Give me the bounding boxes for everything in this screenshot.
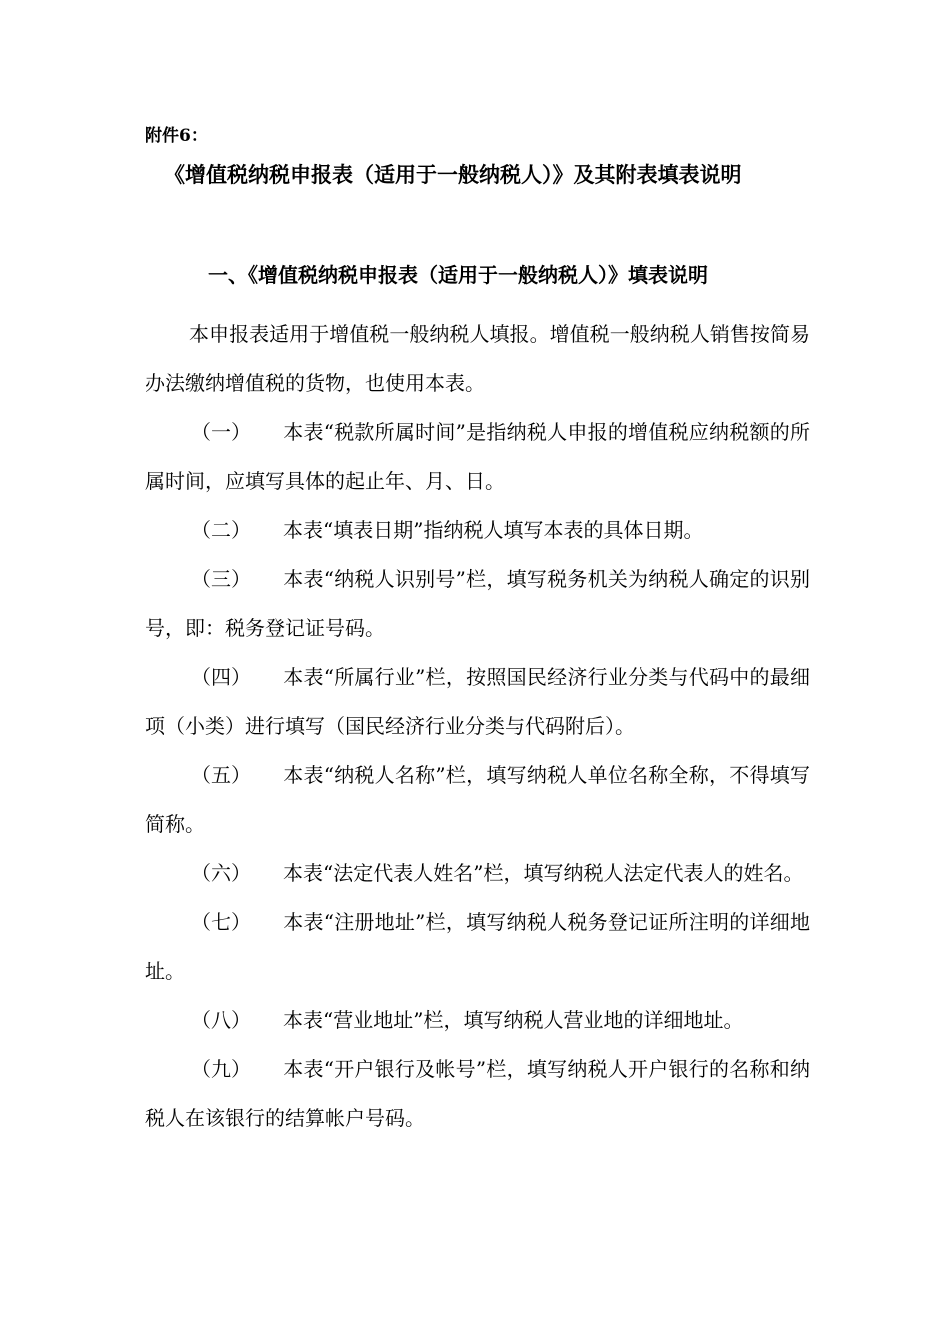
item-number: （八） [191, 1008, 251, 1032]
item-number: （五） [191, 763, 251, 787]
document-body [145, 310, 810, 1143]
item-number: （一） [191, 420, 251, 444]
item-text: 本表“纳税人名称”栏，填写纳税人单位名称全称，不得填写简称。 [145, 763, 810, 836]
item-number: （六） [191, 861, 251, 885]
item-text: 本表“法定代表人姓名”栏，填写纳税人法定代表人的姓名。 [283, 861, 804, 885]
item-number: （四） [191, 665, 251, 689]
item-number: （七） [191, 910, 251, 934]
item-text: 本表“填表日期”指纳税人填写本表的具体日期。 [283, 518, 704, 542]
intro-paragraph: 本申报表适用于增值税一般纳税人填报。增值税一般纳税人销售按简易办法缴纳增值税的货物，也使用本表。 [145, 322, 810, 395]
item-paragraph [145, 849, 810, 898]
item-paragraph [145, 996, 810, 1045]
item-paragraph [145, 408, 810, 506]
item-text: 本表“税款所属时间”是指纳税人申报的增值税应纳税额的所属时间，应填写具体的起止年、月、日。 [145, 420, 810, 493]
item-paragraph [145, 1045, 810, 1143]
attachment-label: 附件6： [145, 126, 208, 146]
section-heading: 一、《增值税纳税申报表（适用于一般纳税人）》填表说明 [208, 263, 708, 287]
document-title: 《增值税纳税申报表（适用于一般纳税人）》及其附表填表说明 [164, 162, 742, 187]
item-number: （二） [191, 518, 251, 542]
item-text: 本表“注册地址”栏，填写纳税人税务登记证所注明的详细地址。 [145, 910, 810, 983]
item-paragraph [145, 506, 810, 555]
item-paragraph [145, 751, 810, 849]
item-paragraph [145, 653, 810, 751]
item-text: 本表“开户银行及帐号”栏，填写纳税人开户银行的名称和纳税人在该银行的结算帐户号码。 [145, 1057, 810, 1130]
item-number: （九） [191, 1057, 251, 1081]
item-paragraph [145, 555, 810, 653]
item-text: 本表“营业地址”栏，填写纳税人营业地的详细地址。 [283, 1008, 744, 1032]
item-text: 本表“纳税人识别号”栏，填写税务机关为纳税人确定的识别号，即：税务登记证号码。 [145, 567, 810, 640]
item-text: 本表“所属行业”栏，按照国民经济行业分类与代码中的最细项（小类）进行填写（国民经济行业分类与代码附后）。 [145, 665, 810, 738]
item-number: （三） [191, 567, 251, 591]
item-paragraph [145, 898, 810, 996]
